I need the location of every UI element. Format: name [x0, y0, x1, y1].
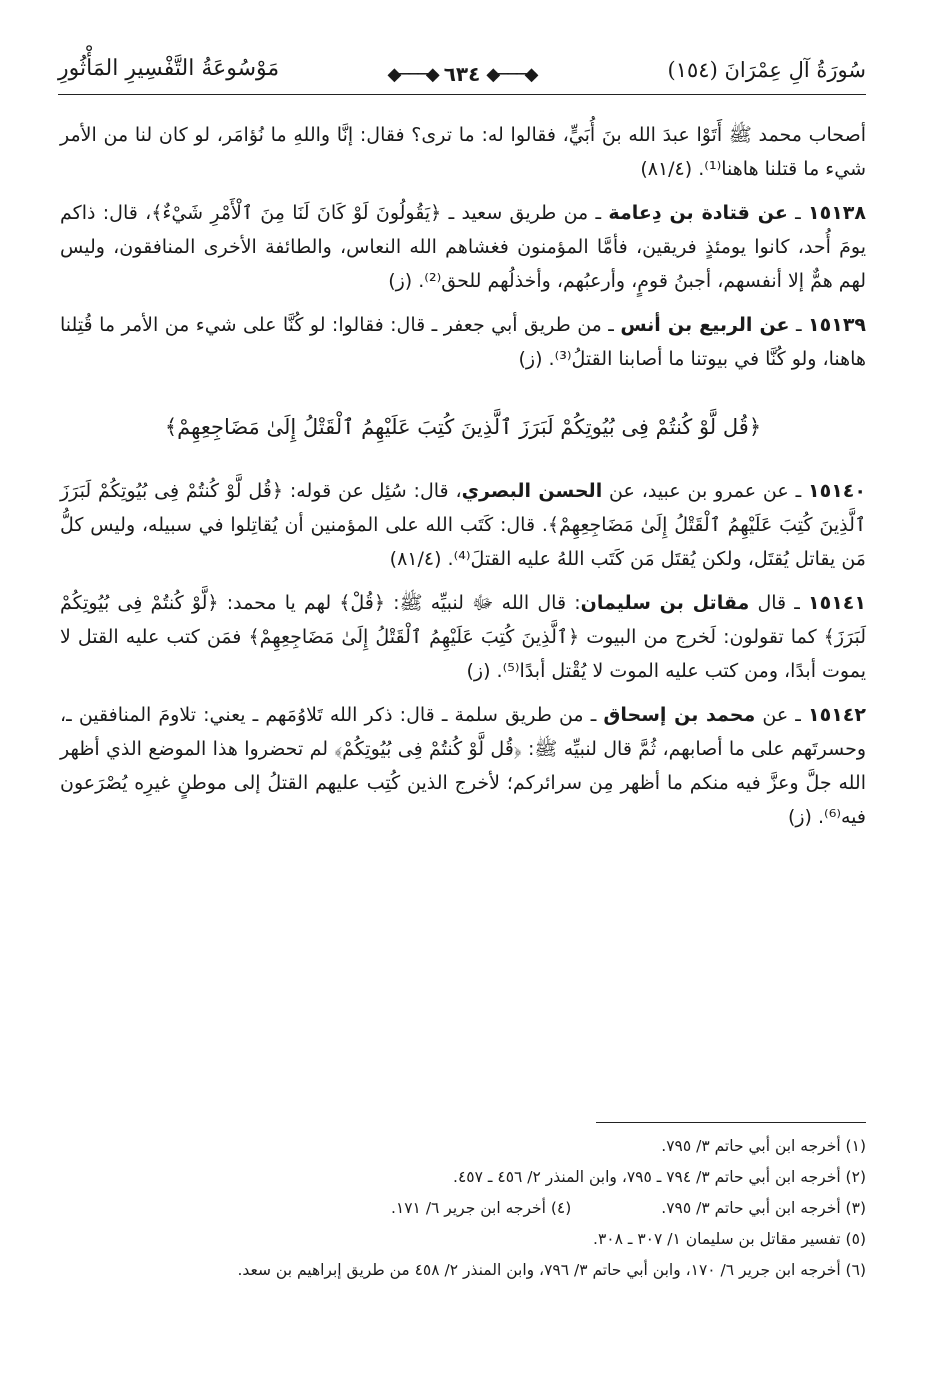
source-name: الحسن البصري: [461, 480, 603, 502]
paragraph: [60, 308, 866, 376]
hadith-number: ١٥١٣٩: [808, 314, 867, 336]
ornament-left: ◆───◆: [486, 63, 537, 85]
main-text: [60, 118, 866, 844]
dash: ـ: [789, 314, 802, 336]
paragraph: [60, 196, 866, 298]
book-title: مَوْسُوعَةُ التَّفْسِيرِ المَأْثُورِ: [58, 56, 280, 81]
hadith-number: ١٥١٤٢: [808, 704, 866, 726]
page-number-group: [387, 62, 536, 86]
paragraph-prefix: ـ عن: [755, 704, 808, 726]
hadith-number: ١٥١٣٨: [808, 202, 866, 224]
ornament-right: ◆───◆: [387, 63, 438, 85]
footnote: (٦) أخرجه ابن جرير ٦/ ١٧٠، وابن أبي حاتم ٣/ ٧٩٦، وابن المنذر ٢/ ٤٥٨ من طريق إبراهيم بن سعد.: [237, 1261, 866, 1279]
header-divider: [58, 94, 866, 95]
paragraph-text: ـ من طريق أبي جعفر ـ قال: فقالوا: لو كُنَّا على شيء من الأمر ما قُتِلنا هاهنا، ولو كُنَّا في بيوتنا ما أصابنا القتلُ⁽³⁾. (ز): [60, 314, 866, 370]
ayah-heading: ﴿قُل لَّوْ كُنتُمْ فِى بُيُوتِكُمْ لَبَرَزَ ٱلَّذِينَ كُتِبَ عَلَيْهِمُ ٱلْقَتْلُ إِلَىٰ مَضَاجِعِهِمْ﴾: [164, 415, 762, 439]
paragraph-prefix: ـ قال: [749, 592, 809, 614]
paragraph-text: ـ من طريق سلمة ـ قال: ذكر الله تَلاوُمَهم ـ يعني: تلاومَ المنافقين ـ، وحسرتَهم على ما أصابهم، ثُمَّ قال لنبيِّه ﷺ: ﴿قُل لَّوْ كُنتُمْ فِى بُيُوتِكُمْ﴾ لم تحضروا هذا الموضع الذي أظهر الله جلَّ وعزَّ فيه منكم ما أظهر مِن سرائركم؛ لأخرج الذين كُتِب عليهم القتلُ إلى موطنٍ غيرِه يُصْرَعون فيه⁽⁶⁾. (ز): [60, 704, 866, 828]
footnote: (٥) تفسير مقاتل بن سليمان ١/ ٣٠٧ ـ ٣٠٨.: [593, 1230, 866, 1248]
page-header: [58, 48, 866, 96]
paragraph: [60, 474, 866, 576]
surah-title: سُورَةُ آلِ عِمْرَانَ (١٥٤): [667, 58, 866, 82]
source-name: محمد بن إسحاق: [603, 704, 756, 726]
footnote: (١) أخرجه ابن أبي حاتم ٣/ ٧٩٥.: [661, 1137, 866, 1155]
hadith-number: ١٥١٤٠: [808, 480, 866, 502]
paragraph: [60, 118, 866, 186]
paragraph-text: ـ من طريق سعيد ـ ﴿يَقُولُونَ لَوْ كَانَ لَنَا مِنَ ٱلْأَمْرِ شَيْءٌ﴾، قال: ذاكم يومَ أُحد، كانوا يومئذٍ فريقين، فأمَّا المؤمنون فغشاهم الله النعاس، والطائفة الأخرى المنافقون، وليس لهم همٌّ إلا أنفسهم، أجبنُ قومٍ، وأرعبُهم، وأخذلُهم للحق⁽²⁾. (ز): [60, 202, 866, 292]
source-name: مقاتل بن سليمان: [580, 592, 750, 614]
footnote: (٣) أخرجه ابن أبي حاتم ٣/ ٧٩٥.: [661, 1199, 866, 1217]
paragraph: [60, 698, 866, 834]
paragraph-text: : قال الله ﷻ لنبيِّه ﷺ: ﴿قُلْ﴾ لهم يا محمد: ﴿لَّوْ كُنتُمْ فِى بُيُوتِكُمْ لَبَرَزَ﴾ كما تقولون: لَخرج من البيوت ﴿ٱلَّذِينَ كُتِبَ عَلَيْهِمُ ٱلْقَتْلُ إِلَىٰ مَضَاجِعِهِمْ﴾ فمَن كتب عليه القتل لا يموت أبدًا، ومن كتب عليه الموت لا يُقْتل أبدًا⁽⁵⁾. (ز): [60, 592, 866, 682]
footnotes: [60, 1122, 866, 1286]
page-number: ٦٣٤: [443, 62, 481, 86]
footnote-divider: [596, 1122, 866, 1123]
footnote: (٢) أخرجه ابن أبي حاتم ٣/ ٧٩٤ ـ ٧٩٥، وابن المنذر ٢/ ٤٥٦ ـ ٤٥٧.: [453, 1168, 866, 1186]
footnote-row: [60, 1193, 866, 1224]
source-name: عن الربيع بن أنس: [620, 314, 790, 336]
paragraph-text: ، قال: سُئِل عن قوله: ﴿قُل لَّوْ كُنتُمْ فِى بُيُوتِكُمْ لَبَرَزَ ٱلَّذِينَ كُتِبَ عَلَيْهِمُ ٱلْقَتْلُ إِلَىٰ مَضَاجِعِهِمْ﴾. قال: كَتَب الله على المؤمنين أن يُقاتِلوا في سبيله، وليس كلُّ مَن يقاتل يُقتَل، ولكن يُقتَل مَن كَتَب اللهُ عليه القتلَ⁽⁴⁾. (٨١/٤): [60, 480, 866, 570]
paragraph-text: أصحاب محمد ﷺ أَتَوْا عبدَ الله بنَ أُبَيٍّ، فقالوا له: ما ترى؟ فقال: إنَّا واللهِ ما نُؤامَر، لو كان لنا من الأمر شيء ما قتلنا هاهنا⁽¹⁾. (٨١/٤): [60, 124, 866, 180]
footnote: (٤) أخرجه ابن جرير ٦/ ١٧١.: [390, 1199, 572, 1217]
hadith-number: ١٥١٤١: [808, 592, 866, 614]
dash: ـ: [787, 202, 801, 224]
source-name: عن قتادة بن دِعامة: [608, 202, 788, 224]
paragraph-prefix: ـ عن عمرو بن عبيد، عن: [602, 480, 809, 502]
paragraph: [60, 586, 866, 688]
